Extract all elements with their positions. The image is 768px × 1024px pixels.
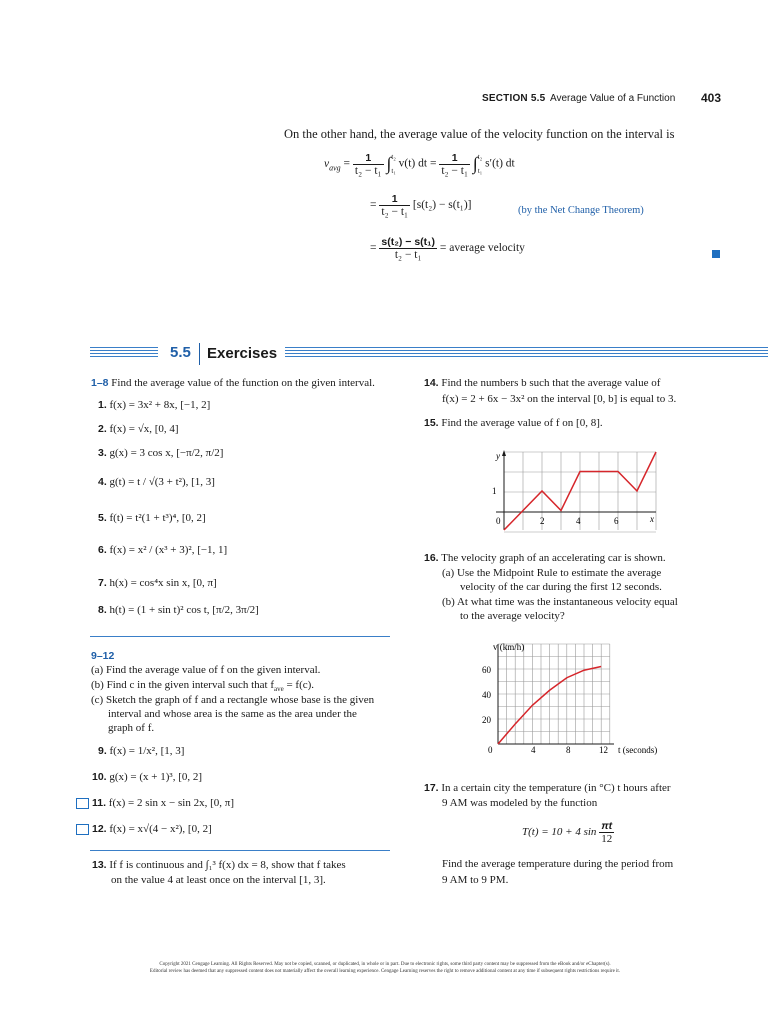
group-2-range: 9–12 — [91, 650, 115, 662]
y-axis-arrow — [502, 450, 506, 456]
exercise-8: 8. h(t) = (1 + sin t)² cos t, [π/2, 3π/2] — [98, 604, 259, 616]
exercise-17-line-4: 9 AM to 9 PM. — [442, 874, 509, 886]
page-number: 403 — [701, 91, 722, 105]
exercise-2: 2. f(x) = √x, [0, 4] — [98, 423, 179, 435]
exercise-9: 9. f(x) = 1/x², [1, 3] — [98, 745, 185, 757]
v-axis-label: v (km/h) — [493, 642, 525, 652]
exercise-3: 3. g(x) = 3 cos x, [−π/2, π/2] — [98, 447, 224, 459]
exercise-17: 17. In a certain city the temperature (in °C) t hours after — [424, 782, 671, 794]
group-2-part-c-3: graph of f. — [108, 722, 155, 734]
exercise-14-line-2: f(x) = 2 + 6x − 3x² on the interval [0, b] is equal to 3. — [442, 393, 677, 405]
t-tick-4: 4 — [531, 745, 536, 755]
copyright-line-1: Copyright 2021 Cengage Learning. All Rights Reserved. May not be copied, scanned, or duplicated, in whole or in part. Due to electronic rights, some third party content may be suppressed from the eBook and/or eChapter(s). — [159, 962, 611, 967]
exercises-number: 5.5 — [170, 344, 191, 361]
section-title: Average Value of a Function — [550, 93, 676, 104]
group-2-part-b: (b) Find c in the given interval such that $f_{ave} = f(c)$. — [91, 679, 315, 694]
group-2-part-c-1: (c) Sketch the graph of f and a rectangle whose base is the given — [91, 694, 375, 706]
exercise-16: 16. The velocity graph of an accelerating car is shown. — [424, 552, 666, 564]
group-divider-1 — [90, 636, 390, 637]
exercise-6: 6. f(x) = x² / (x³ + 3)², [−1, 1] — [98, 544, 228, 556]
exercise-10: 10. g(x) = (x + 1)³, [0, 2] — [92, 771, 203, 783]
v-tick-20: 20 — [482, 715, 491, 725]
intro-text: On the other hand, the average value of the velocity function on the interval is — [284, 127, 675, 141]
net-change-note: (by the Net Change Theorem) — [518, 205, 644, 216]
heading-rule-right — [285, 347, 768, 359]
x-tick-label-4: 4 — [576, 516, 581, 526]
exercises-title: Exercises — [207, 345, 278, 362]
exercise-12: 12. f(x) = x√(4 − x²), [0, 2] — [76, 823, 212, 835]
graphing-calculator-icon — [76, 824, 89, 835]
group-2-part-c-2: interval and whose area is the same as the area under the — [108, 708, 357, 720]
exercise-14: 14. Find the numbers b such that the average value of — [424, 377, 661, 389]
fraction-1: $\frac{1}{\text{t₂ − t₁}}$ — [354, 151, 382, 177]
group-1-instruction: 1–8 Find the average value of the function on the given interval. — [91, 377, 375, 389]
x-tick-label-2: 2 — [540, 516, 545, 526]
temperature-formula: T(t) = 10 + 4 sin $\frac{\pi t}{12}$ — [522, 820, 613, 845]
y-tick-label: 1 — [492, 486, 497, 496]
section-label: SECTION 5.5 — [482, 93, 546, 104]
graphing-calculator-icon — [76, 798, 89, 809]
graph-grid — [498, 644, 610, 744]
t-tick-8: 8 — [566, 745, 571, 755]
x-axis-label: x — [650, 514, 654, 524]
derivation-line-3: = $\frac{\text{s(t₂) − s(t₁)}}{\text{t₂ − t₁}}$ = average velocity — [370, 236, 525, 261]
v-tick-40: 40 — [482, 690, 491, 700]
t-axis-label: t (seconds) — [618, 745, 658, 755]
exercise-17-line-2: 9 AM was modeled by the function — [442, 797, 598, 809]
v-avg: $v_{avg}$ — [324, 157, 341, 172]
t-tick-12: 12 — [599, 745, 608, 755]
copyright-line-2: Editorial review has deemed that any suppressed content does not materially affect the overall learning experience. Cengage Learning reserves the right to remove additional content at any time if subsequent rights restrictions require it. — [149, 969, 621, 974]
end-of-example-icon — [712, 250, 720, 258]
exercise-15-graph — [478, 448, 664, 534]
group-2-part-a: (a) Find the average value of f on the given interval. — [91, 664, 321, 676]
exercise-16-part-b: (b) At what time was the instantaneous velocity equal — [442, 596, 678, 608]
exercise-13-line-2: on the value 4 at least once on the interval [1, 3]. — [111, 874, 326, 886]
exercise-17-line-3: Find the average temperature during the period from — [442, 858, 674, 870]
x-tick-label-0: 0 — [496, 516, 501, 526]
exercise-16-velocity-graph — [474, 640, 680, 758]
exercise-15: 15. Find the average value of f on [0, 8]. — [424, 417, 603, 429]
derivation-line-2: = $\frac{1}{\text{t₂ − t₁}}$ [s(t₂) − s(t₁)] — [370, 193, 472, 218]
exercise-7: 7. h(x) = cos⁴x sin x, [0, π] — [98, 577, 217, 589]
exercise-13: 13. If f is continuous and ∫₁³ f(x) dx = 8, show that f takes — [92, 859, 346, 871]
y-axis-label: y — [496, 451, 500, 461]
heading-divider — [199, 343, 200, 365]
fraction-2: $\frac{1}{\text{t₂ − t₁}}$ — [441, 151, 468, 177]
exercise-11: 11. f(x) = 2 sin x − sin 2x, [0, π] — [76, 797, 234, 809]
exercise-5: 5. f(t) = t²(1 + t³)⁴, [0, 2] — [98, 512, 206, 524]
exercise-16-part-a-2: velocity of the car during the first 12 seconds. — [460, 581, 662, 593]
t-tick-0: 0 — [488, 745, 493, 755]
group-divider-2 — [90, 850, 390, 851]
exercise-1: 1. f(x) = 3x² + 8x, [−1, 2] — [98, 399, 211, 411]
exercise-16-part-b-2: to the average velocity? — [460, 610, 565, 622]
heading-rule-left — [90, 347, 158, 359]
derivation-line-1: $v_{avg}$ = $\frac{1}{\text{t₂ − t₁}}$ ∫ t₂ t₁ v(t) dt = $\frac{1}{\text{t₂ − t₁}}$ ∫ t₂ t₁ s′(t) dt — [324, 151, 515, 177]
exercise-16-part-a: (a) Use the Midpoint Rule to estimate the average — [442, 567, 662, 579]
exercise-4: 4. g(t) = t / √(3 + t²), [1, 3] — [98, 476, 215, 488]
v-tick-60: 60 — [482, 665, 491, 675]
x-tick-label-6: 6 — [614, 516, 619, 526]
